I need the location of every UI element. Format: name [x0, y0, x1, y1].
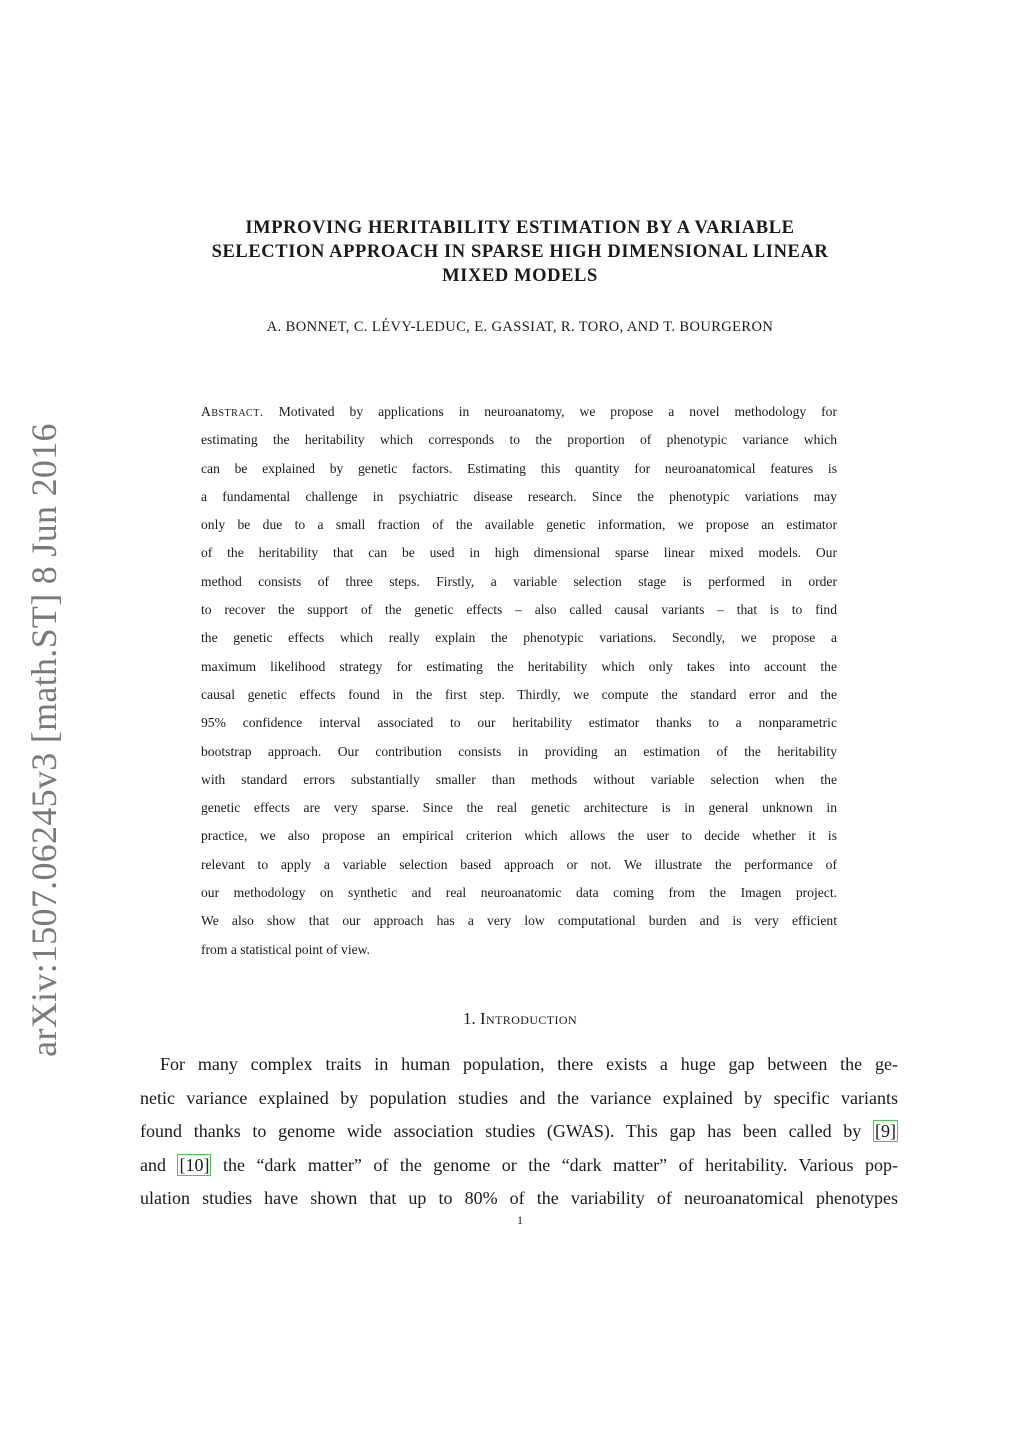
body-line-text: found thanks to genome wide association studies (GWAS). This gap has been called by — [140, 1121, 862, 1141]
title-line: SELECTION APPROACH IN SPARSE HIGH DIMENSIONAL LINEAR — [211, 242, 829, 262]
abstract-first-line-text: Motivated by applications in neuroanatomy, we propose a novel methodology for — [278, 404, 837, 419]
paper-title — [130, 216, 910, 288]
body-line-text: and — [140, 1154, 166, 1175]
body-line — [140, 1115, 898, 1149]
abstract-line: practice, we also propose an empirical criterion which allows the user to decide whether it is — [201, 828, 837, 844]
abstract-line: We also show that our approach has a very low computational burden and is very efficient — [201, 913, 837, 929]
abstract-line: estimating the heritability which corresponds to the proportion of phenotypic variance which — [201, 432, 837, 448]
abstract-line: our methodology on synthetic and real neuroanatomic data coming from the Imagen project. — [201, 885, 837, 901]
page-number: 1 — [517, 1213, 523, 1227]
abstract-line: bootstrap approach. Our contribution consists in providing an estimation of the heritability — [201, 743, 837, 759]
citation-link-10[interactable]: [10] — [179, 1154, 210, 1175]
abstract-line: only be due to a small fraction of the available genetic information, we propose an estimator — [201, 517, 837, 533]
abstract-line: of the heritability that can be used in high dimensional sparse linear mixed models. Our — [201, 545, 837, 561]
abstract-line: a fundamental challenge in psychiatric disease research. Since the phenotypic variations may — [201, 488, 837, 504]
abstract-line: maximum likelihood strategy for estimating the heritability which only takes into account the — [201, 658, 837, 674]
citation-link-9[interactable]: [9] — [875, 1121, 896, 1141]
abstract-line: relevant to apply a variable selection based approach or not. We illustrate the performance of — [201, 856, 837, 872]
abstract-line: to recover the support of the genetic effects – also called causal variants – that is to find — [201, 602, 837, 618]
section-heading — [130, 1009, 910, 1029]
abstract-line: with standard errors substantially smaller than methods without variable selection when the — [201, 771, 837, 787]
section-number: 1. — [462, 1009, 476, 1028]
body-paragraph — [140, 1048, 898, 1216]
author-list: A. BONNET, C. LÉVY-LEDUC, E. GASSIAT, R. TORO, AND T. BOURGERON — [266, 319, 774, 335]
body-line-text: the “dark matter” of the genome or the “dark matter” of heritability. Various pop- — [222, 1154, 898, 1175]
body-line — [140, 1149, 898, 1183]
body-line: For many complex traits in human population, there exists a huge gap between the ge- — [160, 1054, 898, 1074]
body-line: ulation studies have shown that up to 80% of the variability of neuroanatomical phenotypes — [140, 1188, 898, 1208]
title-line: MIXED MODELS — [442, 266, 598, 286]
arxiv-identifier-text[interactable]: arXiv:1507.06245v3 [math.ST] 8 Jun 2016 — [24, 423, 64, 1057]
section-title: Introduction — [479, 1009, 578, 1028]
abstract-line: the genetic effects which really explain the phenotypic variations. Secondly, we propose a — [201, 630, 837, 646]
abstract-line: can be explained by genetic factors. Estimating this quantity for neuroanatomical features is — [201, 460, 837, 476]
abstract-line: 95% confidence interval associated to our heritability estimator thanks to a nonparametric — [201, 715, 837, 731]
abstract-label: Abstract. — [201, 404, 264, 419]
title-line: IMPROVING HERITABILITY ESTIMATION BY A VARIABLE — [245, 218, 795, 238]
abstract-line: causal genetic effects found in the first step. Thirdly, we compute the standard error and the — [201, 686, 837, 702]
abstract-line: genetic effects are very sparse. Since the real genetic architecture is in general unknown in — [201, 800, 837, 816]
abstract-line: method consists of three steps. Firstly, a variable selection stage is performed in order — [201, 573, 837, 589]
abstract-line: from a statistical point of view. — [201, 941, 370, 957]
abstract-line — [201, 398, 837, 426]
abstract — [201, 398, 837, 964]
body-line: netic variance explained by population studies and the variance explained by specific variants — [140, 1087, 898, 1108]
